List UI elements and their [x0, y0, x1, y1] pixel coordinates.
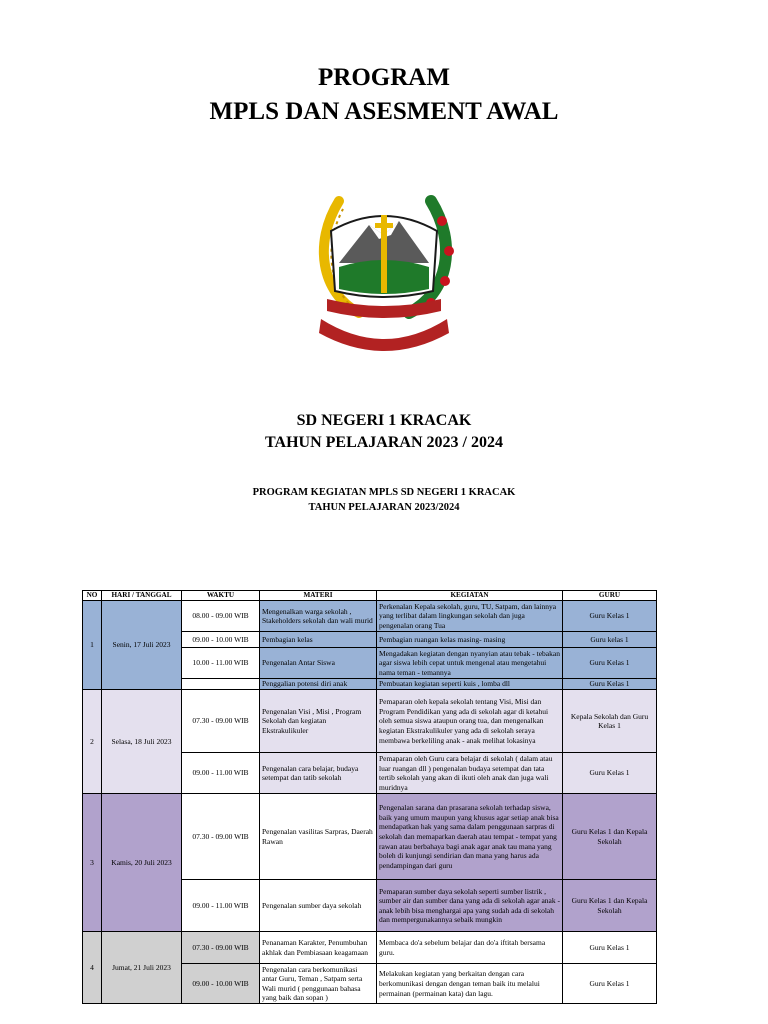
guru-cell: Guru Kelas 1	[563, 648, 657, 679]
kegiatan-cell: Pemaparan sumber daya sekolah seperti sumber listrik , sumber air dan sumber dana yang ada di sekolah agar anak - anak lebih bisa menghargai apa yang sudah ada di sekolah dan mempergunakannya sebaik mungkin	[377, 880, 563, 932]
kegiatan-cell: Melakukan kegiatan yang berkaitan dengan cara berkomunikasi dengan dengan teman baik itu melalui permainan (permainan kata) dan lagu.	[377, 964, 563, 1004]
time-cell: 07.30 - 09.00 WIB	[182, 794, 260, 880]
time-cell: 08.00 - 09.00 WIB	[182, 601, 260, 632]
col-no: NO	[83, 591, 102, 601]
guru-cell: Guru Kelas 1 dan Kepala Sekolah	[563, 880, 657, 932]
materi-cell: Penanaman Karakter, Penumbuhan akhlak dan Pembiasaan keagamaan	[260, 932, 377, 964]
program-year: TAHUN PELAJARAN 2023/2024	[308, 502, 460, 513]
day-no: 2	[83, 690, 102, 794]
guru-cell: Guru Kelas 1	[563, 964, 657, 1004]
materi-cell: Mengenalkan warga sekolah , Stakeholders sekolah dan wali murid	[260, 601, 377, 632]
col-kegiatan: KEGIATAN	[377, 591, 563, 601]
day-no: 1	[83, 601, 102, 690]
col-guru: GURU	[563, 591, 657, 601]
guru-cell: Guru Kelas 1	[563, 753, 657, 794]
time-cell: 07.30 - 09.00 WIB	[182, 690, 260, 753]
guru-cell: Kepala Sekolah dan Guru Kelas 1	[563, 690, 657, 753]
kegiatan-cell: Pemaparan oleh kepala sekolah tentang Visi, Misi dan Program Pendidikan yang ada di sekolah agar di ketahui oleh semua siswa ataupun orang tua, dan mengenalkan kegiatan Ekstrakulikuler yang ada di sekolah seraya membawa berkeliling anak - anak melihat lokasinya	[377, 690, 563, 753]
program-title: PROGRAM KEGIATAN MPLS SD NEGERI 1 KRACAK	[252, 487, 516, 498]
time-cell: 07.30 - 09.00 WIB	[182, 932, 260, 964]
school-year: TAHUN PELAJARAN 2023 / 2024	[265, 434, 503, 451]
berry	[440, 276, 450, 286]
materi-cell: Pengenalan Antar Siswa	[260, 648, 377, 679]
day-no: 3	[83, 794, 102, 932]
guru-cell: Guru Kelas 1	[563, 601, 657, 632]
guru-cell: Guru Kelas 1	[563, 679, 657, 690]
time-cell: 09.00 - 10.00 WIB	[182, 632, 260, 648]
table-row	[83, 601, 657, 632]
day-date: Jumat, 21 Juli 2023	[102, 932, 182, 1004]
time-cell	[182, 679, 260, 690]
day-date: Senin, 17 Juli 2023	[102, 601, 182, 690]
col-day-date: HARI / TANGGAL	[102, 591, 182, 601]
kegiatan-cell: Pemaparan oleh Guru cara belajar di sekolah ( dalam atau luar ruangan dll ) pengenalan budaya setempat dan tata tertib sekolah yang akan di ikuti oleh anak dan juga wali muridnya	[377, 753, 563, 794]
table-row	[83, 794, 657, 880]
materi-cell: Pembagian kelas	[260, 632, 377, 648]
materi-cell: Pengenalan cara belajar, budaya setempat dan tatib sekolah	[260, 753, 377, 794]
guru-cell: Guru kelas 1	[563, 632, 657, 648]
col-time: WAKTU	[182, 591, 260, 601]
time-cell: 10.00 - 11.00 WIB	[182, 648, 260, 679]
banyumas-emblem	[299, 163, 469, 359]
table-row	[83, 690, 657, 753]
motto-banner	[319, 319, 449, 351]
materi-cell: Pengenalan cara berkomunikasi antar Guru, Teman , Satpam serta Wali murid ( penggunaan bahasa yang baik dan sopan )	[260, 964, 377, 1004]
day-date: Kamis, 20 Juli 2023	[102, 794, 182, 932]
table-header-row	[83, 591, 657, 601]
kegiatan-cell: Membaca do'a sebelum belajar dan do'a iftitah bersama guru.	[377, 932, 563, 964]
day-no: 4	[83, 932, 102, 1004]
berry	[437, 216, 447, 226]
kegiatan-cell: Perkenalan Kepala sekolah, guru, TU, Satpam, dan lainnya yang terlibat dalam lingkungan sekolah dan juga pengenalan orang Tua	[377, 601, 563, 632]
materi-cell: Pengenalan Visi , Misi , Program Sekolah dan kegiatan Ekstrakulikuler	[260, 690, 377, 753]
materi-cell: Pengenalan vasilitas Sarpras, Daerah Rawan	[260, 794, 377, 880]
materi-cell: Pengenalan sumber daya sekolah	[260, 880, 377, 932]
school-name: SD NEGERI 1 KRACAK	[296, 412, 472, 429]
table-row	[83, 932, 657, 964]
day-date: Selasa, 18 Juli 2023	[102, 690, 182, 794]
col-materi: MATERI	[260, 591, 377, 601]
mpls-schedule-table	[82, 590, 657, 1004]
berry	[444, 246, 454, 256]
time-cell: 09.00 - 11.00 WIB	[182, 880, 260, 932]
kegiatan-cell: Pembagian ruangan kelas masing- masing	[377, 632, 563, 648]
materi-cell: Penggalian potensi diri anak	[260, 679, 377, 690]
title-line-1: PROGRAM	[318, 64, 450, 91]
time-cell: 09.00 - 11.00 WIB	[182, 753, 260, 794]
guru-cell: Guru Kelas 1	[563, 932, 657, 964]
guru-cell: Guru Kelas 1 dan Kepala Sekolah	[563, 794, 657, 880]
kegiatan-cell: Mengadakan kegiatan dengan nyanyian atau tebak - tebakan agar siswa lebih cepat untuk mengenal atau mengetahui nama teman - temannya	[377, 648, 563, 679]
kegiatan-cell: Pembuatan kegiatan seperti kuis , lomba dll	[377, 679, 563, 690]
time-cell: 09.00 - 10.00 WIB	[182, 964, 260, 1004]
kegiatan-cell: Pengenalan sarana dan prasarana sekolah terhadap siswa, baik yang umum maupun yang khusus agar setiap anak bisa mendapatkan hak yang sama dalam penggunaan sarpras di sekolah dan memaparkan daerah atau tempat - tempat yang rawan atau berbahaya bagi anak agar anak tau mana yang boleh di kunjungi sendirian dan mana yang harus ada pendampingan dari guru	[377, 794, 563, 880]
title-line-2: MPLS DAN ASESMENT AWAL	[209, 98, 559, 125]
